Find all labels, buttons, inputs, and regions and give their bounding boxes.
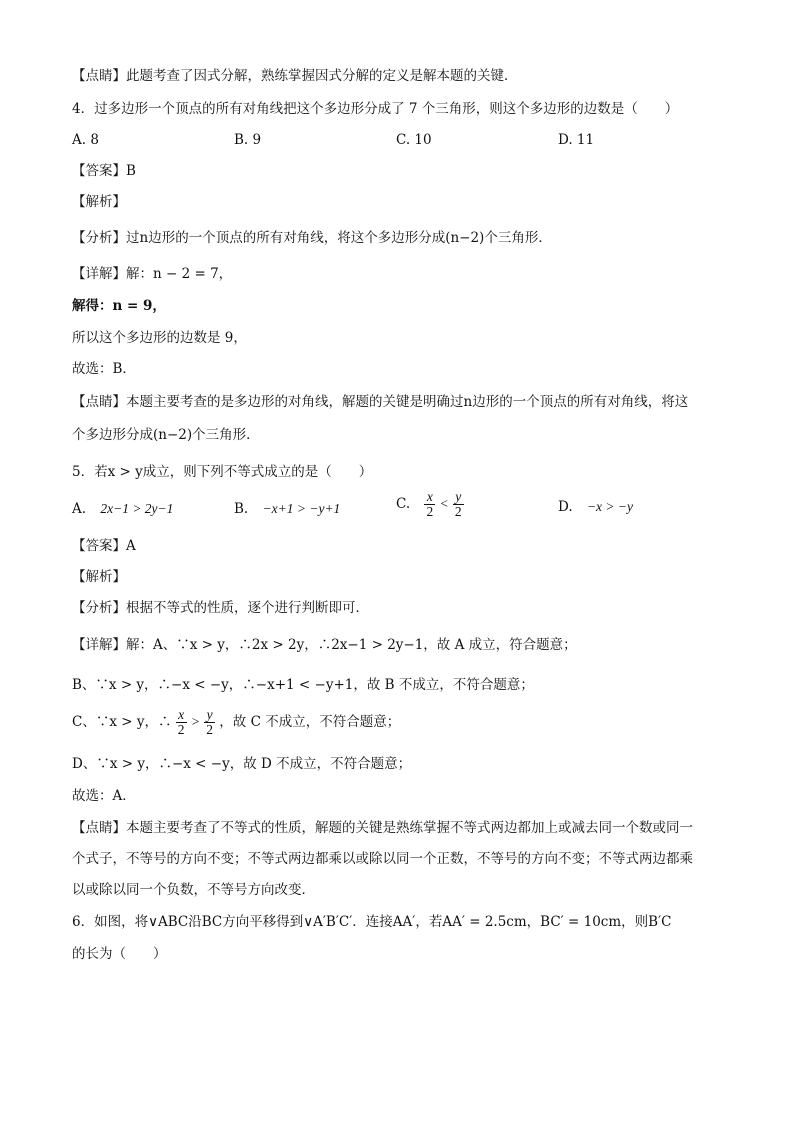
- q5-option-d-expr: −x > −y: [586, 499, 634, 514]
- q5-option-d-label: D.: [558, 499, 573, 515]
- q4-choice: 故选：B．: [72, 361, 136, 377]
- q4-answer: 【答案】B: [72, 163, 136, 179]
- q5-option-d: [558, 497, 633, 517]
- q4-summary-2: 个多边形分成(n−2)个三角形．: [72, 427, 260, 443]
- q4-summary-1: 【点睛】本题主要考查的是多边形的对角线，解题的关键是明确过n边形的一个顶点的所有对角线，将这: [72, 394, 689, 410]
- q5-detail-c-fraction-x: $\frac{x}{2}$: [177, 707, 185, 737]
- q5-option-c-label: C.: [396, 496, 411, 512]
- q5-detail-b: B、∵x > y，∴−x < −y，∴−x+1 < −y+1，故 B 不成立，不符合题意；: [72, 677, 534, 693]
- summary-q3: 【点睛】此题考查了因式分解，熟练掌握因式分解的定义是解本题的关键．: [72, 68, 518, 84]
- q5-detail-c-fraction-y: $\frac{y}{2}$: [206, 707, 213, 737]
- q4-option-d: D. 11: [558, 132, 595, 148]
- q4-analysis: 【分析】过n边形的一个顶点的所有对角线，将这个多边形分成(n−2)个三角形．: [72, 230, 552, 246]
- q5-option-c-fraction-y: $\frac{y}{2}$: [454, 489, 462, 519]
- q5-option-c-fraction-x: $\frac{x}{2}$: [426, 489, 434, 519]
- q5-option-b: [234, 499, 340, 519]
- q5-detail-d: D、∵x > y，∴−x < −y，故 D 不成立，不符合题意；: [72, 756, 412, 772]
- q5-option-c: [396, 490, 464, 519]
- q4-option-c: C. 10: [396, 132, 432, 148]
- q5-summary-2: 个式子，不等号的方向不变；不等式两边都乘以或除以同一个正数，不等号的方向不变；不等式两边都乘: [72, 851, 693, 867]
- q5-summary-3: 以或除以同一个负数，不等号方向改变．: [72, 882, 315, 898]
- q5-option-a: [72, 499, 173, 519]
- q5-analysis: 【分析】根据不等式的性质，逐个进行判断即可．: [72, 600, 369, 616]
- q5-analysis-heading: 【解析】: [72, 569, 126, 585]
- q5-answer: 【答案】A: [72, 538, 136, 554]
- q5-option-a-label: A.: [72, 501, 87, 517]
- q4-analysis-heading: 【解析】: [72, 194, 126, 210]
- q5-detail-a: 【详解】解：A、∵x > y，∴2x > 2y，∴2x−1 > 2y−1，故 A 成立，符合题意；: [72, 637, 577, 653]
- q5-summary-1: 【点睛】本题主要考查了不等式的性质，解题的关键是熟练掌握不等式两边都加上或减去同一个数或同一: [72, 820, 693, 836]
- q4-option-a: A. 8: [72, 132, 99, 148]
- q4-conclusion: 所以这个多边形的边数是 9，: [72, 330, 247, 346]
- q5-detail-c: C、∵x > y，∴ $\frac{x}{2}$ > $\frac{y}{2}$ ，故 C 不成立，不符合题意；: [72, 707, 401, 737]
- q4-solve: 解得：n = 9，: [72, 298, 166, 314]
- q5-option-b-label: B.: [234, 501, 249, 517]
- q5-choice: 故选：A．: [72, 788, 136, 804]
- q4-option-b: B. 9: [234, 132, 262, 148]
- q5-option-b-expr: −x+1 > −y+1: [262, 501, 341, 516]
- q5-option-a-expr: 2x−1 > 2y−1: [100, 501, 174, 516]
- question-5: 5．若x > y成立，则下列不等式成立的是（ ）: [72, 464, 373, 480]
- question-6-cont: 的长为（ ）: [72, 946, 167, 962]
- q4-detail: 【详解】解：n − 2 = 7，: [72, 266, 233, 282]
- question-6: 6．如图，将∨ABC沿BC方向平移得到∨A′B′C′．连接AA′，若AA′ = 2.5cm，BC′ = 10cm，则B′C: [72, 914, 672, 930]
- q5-option-c-lt: <: [439, 496, 449, 511]
- question-4: 4．过多边形一个顶点的所有对角线把这个多边形分成了 7 个三角形，则这个多边形的边数是（ ）: [72, 101, 679, 117]
